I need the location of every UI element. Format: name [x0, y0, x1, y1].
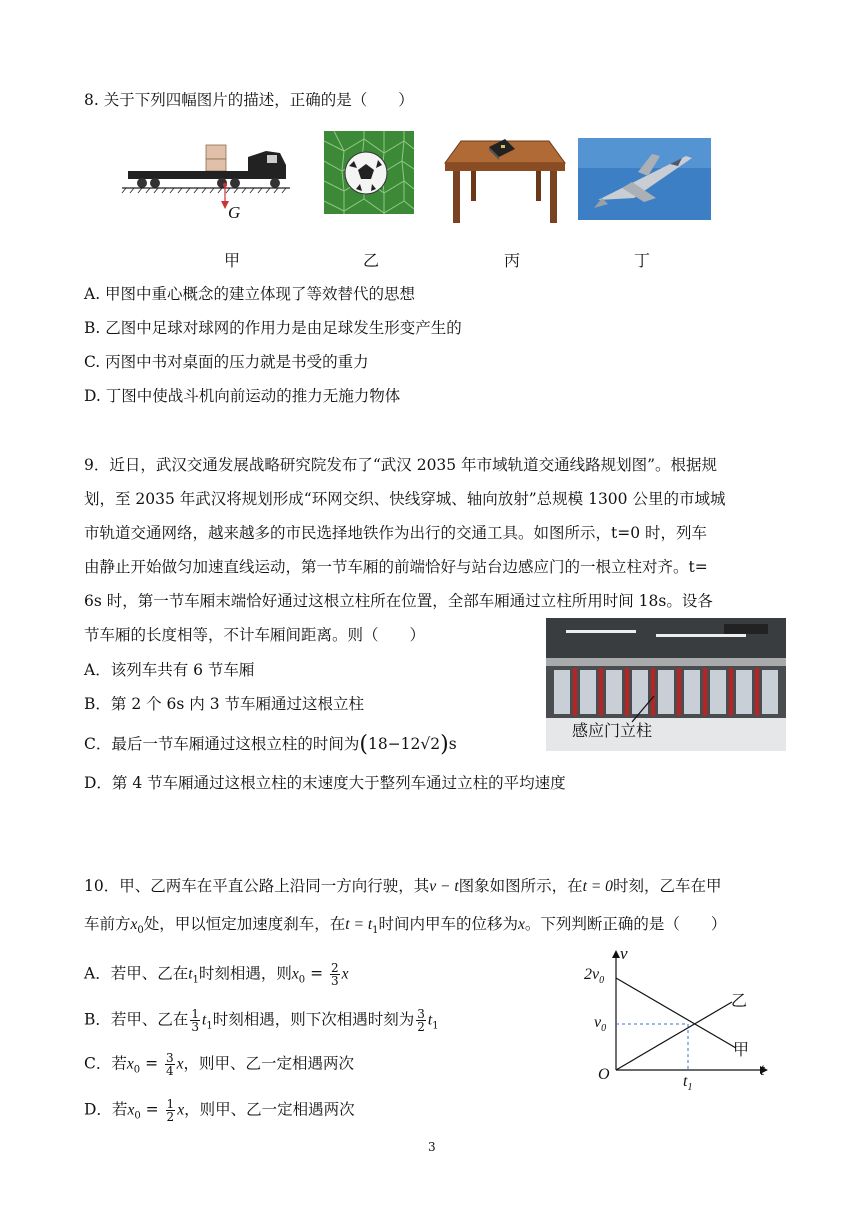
graph-v-label: v [620, 944, 628, 963]
q10-opt-b-frac1: $\frac{1}{3}$ [191, 1007, 200, 1034]
q10-line1-c: 时刻，乙车在甲 [612, 877, 722, 895]
q9-line-2: 划，至 2035 年武汉将规划形成“环网交织、快线穿城、轴向放射”总规模 1300 公里的市域城 [84, 490, 726, 508]
caption-jia: 甲 [223, 251, 240, 270]
q10-line2-a: 车前方 [84, 915, 131, 933]
q9-line-5: 6s 时，第一节车厢末端恰好通过这根立柱所在位置，全部车厢通过立柱所用时间 18s。设各 [84, 592, 713, 610]
caption-yi: 乙 [362, 251, 379, 270]
graph-2v0-label: $2v_0$ [584, 966, 605, 987]
q10-line2-c: 时间内甲车的位移为 [378, 915, 519, 933]
q10-x0-sub: 0 [137, 925, 144, 937]
q9-option-c-unit: s [448, 735, 457, 753]
q9-option-c-prefix: C．最后一节车厢通过这根立柱的时间为 [84, 735, 360, 753]
soccer-ball-figure [324, 131, 414, 214]
q10-option-d: D．若$x_0$ = $\frac{1}{2}$ x，则甲、乙一定相遇两次 [84, 1097, 355, 1124]
gravity-label: G [228, 203, 241, 222]
fighter-jet-figure [578, 138, 711, 220]
q10-option-b: B．若甲、乙在 $\frac{1}{3}$ $t_1$时刻相遇，则下次相遇时刻为 $\frac{3}{2}$ $t_1$ [84, 1007, 439, 1034]
q10-t0: t = 0 [582, 878, 613, 895]
q10-vt: v − t [429, 878, 459, 895]
q10-t1-sub: 1 [372, 925, 379, 937]
q10-opt-d-1: D．若 [84, 1100, 128, 1119]
q10-x: x [518, 916, 525, 933]
q10-x0: x [130, 916, 138, 933]
q10-opt-a-t: t [188, 965, 193, 983]
graph-v0-label: $v_0$ [594, 1014, 607, 1035]
q10-opt-b-1: B．若甲、乙在 [84, 1010, 189, 1029]
q9-option-d: D．第 4 节车厢通过这根立柱的末速度大于整列车通过立柱的平均速度 [84, 774, 566, 792]
graph-t-label: t [760, 1060, 765, 1079]
q8-stem: 8. 关于下列四幅图片的描述，正确的是（ ） [84, 91, 414, 109]
caption-bing: 丙 [503, 251, 520, 270]
q9-option-b: B．第 2 个 6s 内 3 节车厢通过这根立柱 [84, 695, 364, 713]
q9-line-3: 市轨道交通网络，越来越多的市民选择地铁作为出行的交通工具。如图所示，t=0 时，列车 [84, 524, 708, 542]
q10-option-a: A．若甲、乙在$t_1$时刻相遇，则$x_0$ = $\frac{2}{3}$ x [84, 961, 349, 988]
q9-line-4: 由静止开始做匀加速直线运动，第一节车厢的前端恰好与站台边感应门的一根立柱对齐。t= [84, 558, 708, 576]
q9-line-6: 节车厢的长度相等，不计车厢间距离。则（ ） [84, 626, 426, 644]
graph-jia-label: 甲 [733, 1040, 750, 1059]
q10-opt-c-frac: $\frac{3}{4}$ [165, 1051, 174, 1078]
subway-photo [546, 618, 786, 751]
graph-yi-label: 乙 [731, 991, 748, 1010]
q10-line2-b: 处，甲以恒定加速度刹车，在 [143, 915, 346, 933]
caption-ding: 丁 [633, 251, 650, 270]
q10-opt-c-1: C．若 [84, 1054, 127, 1073]
q10-opt-a-2: 时刻相遇，则 [198, 964, 292, 983]
page-number: 3 [428, 1140, 436, 1154]
table-book-figure [443, 133, 567, 228]
q10-line1-a: 10．甲、乙两车在平直公路上沿同一方向行驶，其 [84, 877, 430, 895]
q10-opt-c-2: ，则甲、乙一定相遇两次 [183, 1054, 355, 1073]
q10-opt-d-frac: $\frac{1}{2}$ [166, 1097, 175, 1124]
vt-graph [588, 944, 778, 1092]
q8-option-d: D. 丁图中使战斗机向前运动的推力无施力物体 [84, 387, 401, 405]
q9-line-1: 9．近日，武汉交通发展战略研究院发布了“武汉 2035 年市域轨道交通线路规划图”。根据规 [84, 456, 718, 474]
q10-line1-b: 图象如图所示，在 [458, 877, 583, 895]
v-axis-arrow-icon [612, 950, 620, 958]
truck-figure [120, 135, 292, 225]
graph-t1-label: $t_1$ [683, 1073, 693, 1094]
graph-origin-label: O [598, 1066, 610, 1083]
q10-line-1 [84, 875, 721, 898]
q10-opt-a-sub: 1 [192, 974, 199, 986]
q10-opt-b-2: 时刻相遇，则下次相遇时刻为 [212, 1010, 415, 1029]
q8-option-c: C. 丙图中书对桌面的压力就是书受的重力 [84, 353, 369, 371]
q10-opt-a-frac: $\frac{2}{3}$ [331, 961, 339, 988]
q9-option-c-expr: 18−12√2 [367, 735, 441, 753]
q9-option-c: C．最后一节车厢通过这根立柱的时间为(18−12√2)s [84, 732, 457, 757]
photo-label: 感应门立柱 [572, 721, 653, 740]
q10-opt-b-frac2: $\frac{3}{2}$ [417, 1007, 425, 1034]
q10-line-2 [84, 913, 726, 942]
q10-t-t1: t = t [345, 916, 373, 933]
q8-option-b: B. 乙图中足球对球网的作用力是由足球发生形变产生的 [84, 319, 462, 337]
q10-line2-d: 。下列判断正确的是（ ） [524, 915, 727, 933]
line-jia [616, 978, 736, 1048]
q9-option-a: A．该列车共有 6 节车厢 [84, 661, 255, 679]
q8-option-a: A. 甲图中重心概念的建立体现了等效替代的思想 [84, 285, 416, 303]
q10-option-c: C．若$x_0$ = $\frac{3}{4}$ x，则甲、乙一定相遇两次 [84, 1051, 355, 1078]
q10-opt-a-1: A．若甲、乙在 [84, 964, 189, 983]
q10-opt-d-2: ，则甲、乙一定相遇两次 [184, 1100, 355, 1119]
